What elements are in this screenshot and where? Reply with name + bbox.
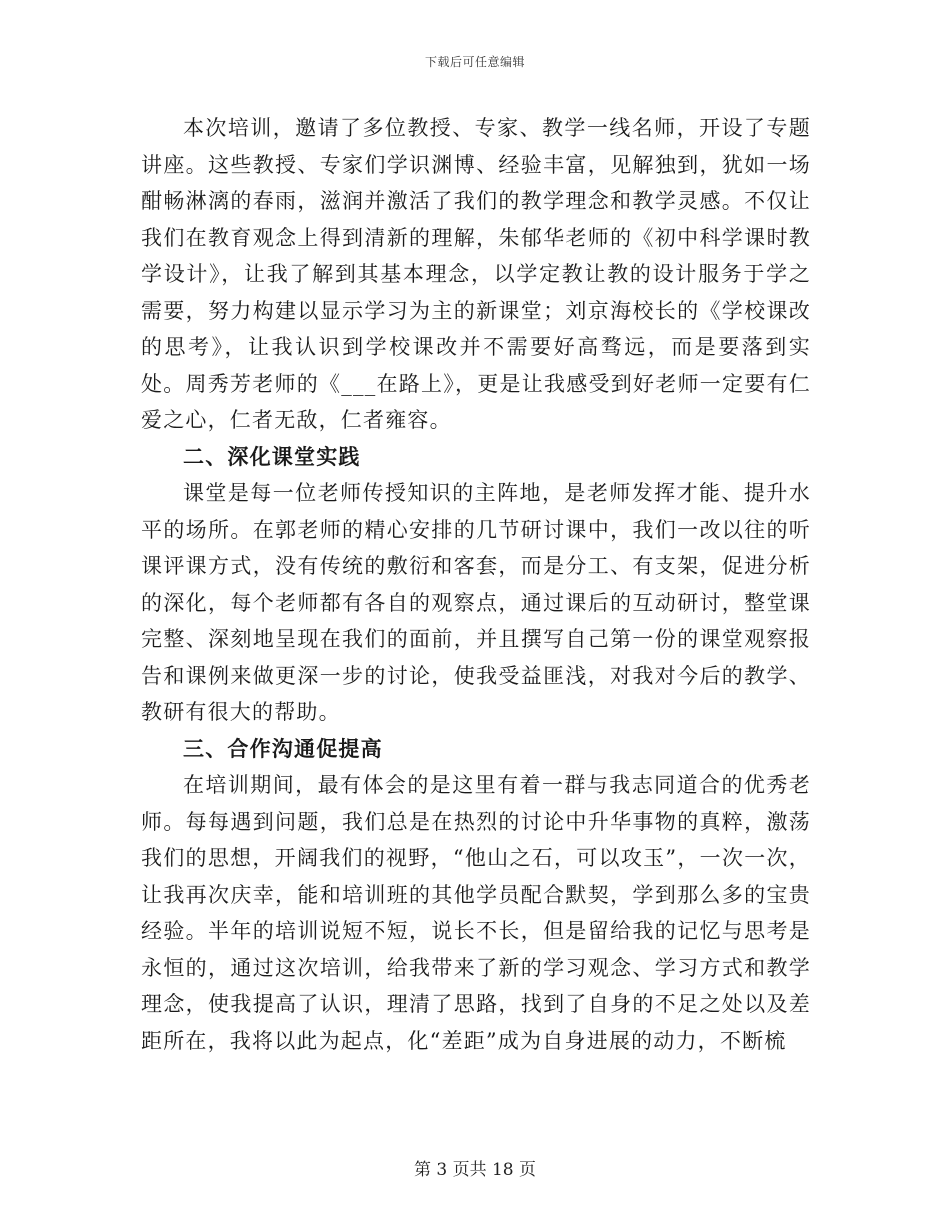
section-heading-cooperation: 三、合作沟通促提高 bbox=[183, 736, 383, 761]
section-heading-classroom-practice: 二、深化课堂实践 bbox=[183, 444, 361, 469]
page-header-note: 下载后可任意编辑 bbox=[424, 55, 525, 69]
paragraph-classroom-practice: 课堂是每一位老师传授知识的主阵地，是老师发挥才能、提升水平的场所。在郭老师的精心安排的几节研讨课中，我们一改以往的听课评课方式，没有传统的敷衍和客套，而是分工、有支架，促进分析的深化，每个老师都有各自的观察点，通过课后的互动研讨，整堂课完整、深刻地呈现在我们的面前，并且撰写自己第一份的课堂观察报告和课例来做更深一步的讨论，使我受益匪浅，对我对今后的教学、教研有很大的帮助。 bbox=[141, 481, 811, 724]
paragraph-lectures: 本次培训，邀请了多位教授、专家、教学一线名师，开设了专题讲座。这些教授、专家们学识渊博、经验丰富，见解独到，犹如一场酣畅淋漓的春雨，滋润并激活了我们的教学理念和教学灵感。不仅让我们在教育观念上得到清新的理解，朱郁华老师的《初中科学课时教学设计》，让我了解到其基本理念，以学定教让教的设计服务于学之需要，努力构建以显示学习为主的新课堂；刘京海校长的《学校课改的思考》，让我认识到学校课改并不需要好高骛远，而是要落到实处。周秀芳老师的《___在路上》，更是让我感受到好老师一定要有仁爱之心，仁者无敌，仁者雍容。 bbox=[141, 116, 811, 432]
document-body bbox=[141, 110, 811, 1059]
paragraph-cooperation: 在培训期间，最有体会的是这里有着一群与我志同道合的优秀老师。每每遇到问题，我们总是在热烈的讨论中升华事物的真粹，激荡我们的思想，开阔我们的视野，“他山之石，可以攻玉”，一次一次，让我再次庆幸，能和培训班的其他学员配合默契，学到那么多的宝贵经验。半年的培训说短不短，说长不长，但是留给我的记忆与思考是永恒的，通过这次培训，给我带来了新的学习观念、学习方式和教学理念，使我提高了认识，理清了思路，找到了自身的不足之处以及差距所在，我将以此为起点，化“差距”成为自身进展的动力，不断梳 bbox=[141, 773, 811, 1053]
page-number-footer: 第 3 页共 18 页 bbox=[413, 1160, 537, 1180]
